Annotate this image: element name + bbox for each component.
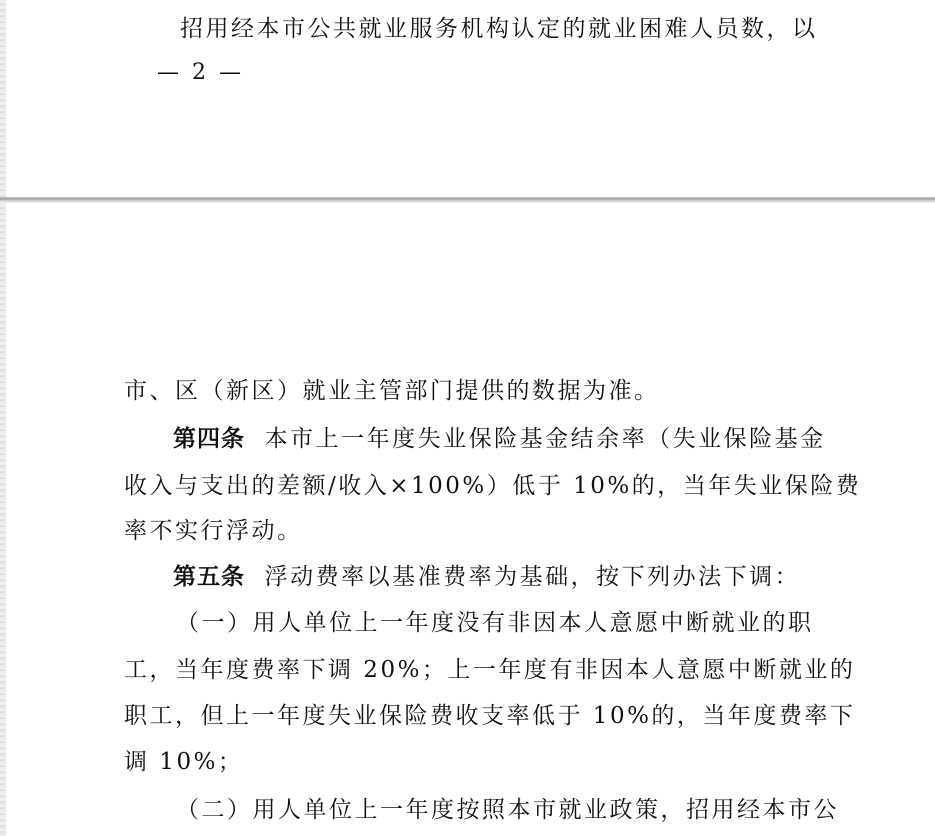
text-line: 职工，但上一年度失业保险费收支率低于 10%的，当年度费率下 [124, 703, 856, 729]
page-number: — 2 — [157, 60, 244, 85]
page-2 [6, 0, 935, 197]
text-line: 收入与支出的差额/收入×100%）低于 10%的，当年失业保险费 [124, 473, 862, 499]
text-line: 调 10%； [124, 749, 244, 775]
text-line: （二）用人单位上一年度按照本市就业政策，招用经本市公 [176, 797, 839, 823]
article-heading: 第五条 [173, 564, 245, 590]
text-line: 市、区（新区）就业主管部门提供的数据为准。 [124, 378, 660, 404]
text-line: 招用经本市公共就业服务机构认定的就业困难人员数，以 [180, 16, 818, 42]
article-line [173, 562, 800, 592]
article-line [173, 424, 826, 454]
text-line: 率不实行浮动。 [124, 518, 303, 544]
text-line: （一）用人单位上一年度没有非因本人意愿中断就业的职 [176, 610, 814, 636]
text-line: 工，当年度费率下调 20%；上一年度有非因本人意愿中断就业的 [124, 657, 856, 683]
article-text: 浮动费率以基准费率为基础，按下列办法下调： [264, 564, 801, 590]
page-3 [6, 203, 935, 836]
article-heading: 第四条 [173, 426, 245, 452]
article-text: 本市上一年度失业保险基金结余率（失业保险基金 [264, 426, 826, 452]
